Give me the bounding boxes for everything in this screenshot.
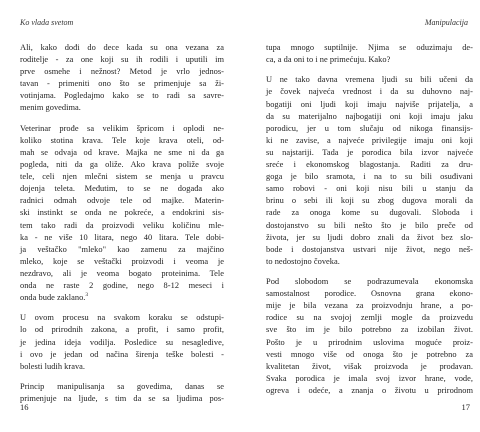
line-text: tupa mnogo suptilnije. Njima se oduzimaju de-: [266, 43, 473, 52]
text-line: [20, 66, 224, 78]
text-line: [20, 292, 224, 304]
text-line: [20, 324, 224, 336]
text-line: [266, 123, 473, 135]
text-line: [20, 220, 224, 232]
running-head-right: Manipulacija: [424, 18, 468, 27]
line-text: da su materijalno najbogatiji oni koji imaju jaku: [266, 111, 473, 121]
line-text: su najstariji. Tada je porodica bila izvor najveće: [266, 147, 473, 157]
text-line: [20, 381, 224, 393]
line-text: je jedina ideja vodilja. Posledice su nesagledive,: [20, 337, 224, 347]
text-line: [20, 183, 224, 195]
text-line: [266, 99, 473, 111]
running-head-left: Ko vlada svetom: [20, 18, 74, 27]
line-text: tele, celi njen mlečni sistem se menja u pravcu: [20, 172, 224, 182]
line-text: vesti mnogo više od onoga što je potrebno za: [266, 349, 473, 359]
paragraph: [266, 42, 473, 66]
text-line: [266, 300, 473, 312]
text-line: [266, 135, 473, 147]
text-line: [20, 171, 224, 183]
line-text: ogreva i odeće, a znanja o životu u prirodnom: [266, 385, 473, 395]
text-line: [20, 312, 224, 324]
text-line: [266, 324, 473, 336]
line-text: Pošto je u prirodnim uslovima moguće proiz-: [266, 337, 473, 347]
line-text: porodicu, jer u tom slučaju od nikoga finansijs-: [266, 123, 473, 133]
line-text: votinjama. Pogledajmo kako se to radi sa savre-: [20, 91, 224, 101]
line-text: koliko stotina krava. Tele koje krava oteli, od-: [20, 135, 224, 145]
text-line: [266, 74, 473, 86]
line-text: brinu o sebi ili koji su zbog dugova morali da: [266, 196, 473, 206]
text-line: [266, 195, 473, 207]
text-line: [20, 393, 224, 405]
line-text: je čovek najveća vrednost i da su duhovno naj-: [266, 87, 473, 97]
line-text: kvalitetan život, višak proizvoda je prodavan.: [266, 361, 473, 371]
line-text: rodice su na svojoj zemlji mogle da proizvedu: [266, 313, 473, 323]
line-text: rade za onoga kome su dugovali. Sloboda i: [266, 208, 473, 218]
text-line: [20, 337, 224, 349]
line-text: dojenja teleta. Međutim, to se ne događa ako: [20, 184, 224, 194]
line-text: roditelje - za one koji su ih rodili i uputili im: [20, 55, 224, 65]
text-line: [20, 42, 224, 54]
line-text: Ali, kako dođi do dece kada su ona vezana za: [20, 43, 224, 52]
line-text: goga je bilo sramota, i na to su bili osuđivani: [266, 172, 473, 182]
line-text: nezdravo, ali je veoma bogato proteinima. Tele: [20, 268, 224, 278]
line-text: primenjuje na ljude, s tim da se sa ljudima pos-: [20, 394, 224, 404]
text-line: [20, 361, 224, 373]
line-text: Svaka porodica je imala svoj izvor hrane, vode,: [266, 373, 473, 383]
line-text: U ovom procesu na svakom koraku se odstupi-: [20, 313, 224, 323]
text-line: [266, 373, 473, 385]
line-text: Princip manipulisanja sa govedima, danas se: [20, 382, 224, 391]
line-text: ja veštačko "mleko" kao zamenu za majčino: [20, 244, 224, 254]
text-line: [266, 288, 473, 300]
paragraph: [20, 123, 224, 304]
text-line: [266, 86, 473, 98]
text-line: [266, 361, 473, 373]
paragraph: [20, 312, 224, 372]
line-text: mah se odvaja od krave. Majka ne sme ni da ga: [20, 147, 224, 157]
line-text: lo od prirodnih zakona, a profit, i samo profit,: [20, 325, 224, 335]
line-text: pogleda, niti da ga oliže. Ako krava poliže svoje: [20, 160, 224, 170]
text-line: [20, 349, 224, 361]
line-text: i ovo je jedan od načina širenja teške bolesti -: [20, 349, 224, 359]
text-line: [266, 183, 473, 195]
line-text: ca, a da oni to i ne primećuju. Kako?: [266, 55, 391, 65]
text-line: [266, 220, 473, 232]
text-line: [20, 90, 224, 102]
text-line: [266, 54, 473, 66]
text-line: [20, 147, 224, 159]
text-line: [20, 102, 224, 114]
text-line: [266, 111, 473, 123]
page-number-left: 16: [20, 402, 29, 412]
text-line: [20, 232, 224, 244]
text-line: [266, 42, 473, 54]
text-line: [266, 207, 473, 219]
text-line: [20, 280, 224, 292]
paragraph: [266, 276, 473, 397]
text-line: [20, 123, 224, 135]
paragraph: [20, 42, 224, 115]
line-text: mije je bila vezana za proizvodnju hrane, a po-: [266, 301, 473, 311]
text-line: [20, 54, 224, 66]
text-line: [266, 159, 473, 171]
line-text: tavan - primeniti ono što se primenjuje sa ži-: [20, 79, 224, 89]
text-line: [20, 195, 224, 207]
text-line: [20, 207, 224, 219]
line-text: radnici odmah odvoje tele od majke. Materin-: [20, 196, 224, 206]
right-page-text: [266, 42, 473, 405]
text-line: [266, 385, 473, 397]
text-line: [20, 78, 224, 90]
line-text: dostojanstvo su bili nešto što je bilo preče od: [266, 220, 473, 230]
paragraph: [266, 74, 473, 268]
text-line: [266, 232, 473, 244]
footnote-marker: 3: [85, 292, 89, 299]
text-line: [20, 244, 224, 256]
text-line: [266, 312, 473, 324]
line-text: tem tako radi da proizvodi veliku količinu mle-: [20, 220, 224, 230]
line-text: sreće i ekonomskog blagostanja. Raditi za dru-: [266, 160, 473, 170]
line-text: ki ne zavise, a najveće privilegije imaju oni koji: [266, 135, 473, 145]
text-line: [20, 268, 224, 280]
text-line: [20, 159, 224, 171]
line-text: onda ne raste 2 godine, nego 8-12 meseci i: [20, 280, 224, 290]
left-page-text: [20, 42, 224, 413]
line-text: bode i dostojanstva ustvari nije život, nego neš-: [266, 244, 473, 254]
line-text: U ne tako davna vremena ljudi su bili učeni da: [266, 75, 473, 85]
line-text: ski instinkt se onda ne pokreće, a endokrini sis-: [20, 208, 224, 218]
text-line: [266, 244, 473, 256]
text-line: [266, 147, 473, 159]
text-line: [266, 337, 473, 349]
text-line: [266, 171, 473, 183]
right-page: [240, 0, 480, 432]
text-line: [266, 349, 473, 361]
text-line: [20, 135, 224, 147]
text-line: [266, 256, 473, 268]
page-number-right: 17: [461, 402, 470, 412]
line-text: bolesti ludih krava.: [20, 361, 86, 371]
line-text: menim govedima.: [20, 103, 81, 113]
line-text: života, jer su ljudi dobro znali da život bez slo-: [266, 232, 473, 242]
line-text: sve što im je bilo potrebno za izobilan život.: [266, 325, 473, 335]
line-text: mleko, koje se veštački proizvodi i veoma je: [20, 256, 224, 266]
text-line: [266, 276, 473, 288]
line-text: onda bude zaklano.: [20, 293, 86, 303]
line-text: samo robovi - oni koji nisu bili u stanju da: [266, 184, 473, 194]
line-text: bogatiji oni ljudi koji imaju najviše prijatelja, a: [266, 99, 473, 109]
paragraph: [20, 381, 224, 405]
text-line: [20, 256, 224, 268]
line-text: ka - ne više 10 litara, nego 40 litara. Tele dobi-: [20, 232, 224, 242]
line-text: to nedostojno čoveka.: [266, 256, 340, 266]
line-text: Veterinar prođe sa velikim špricom i oplodi ne-: [20, 123, 224, 133]
line-text: prve osmehe i nežnost? Metod je vrlo jednos-: [20, 67, 224, 77]
line-text: Pod slobodom se podrazumevala ekonomska: [266, 277, 473, 287]
line-text: samostalnost porodice. Osnovna grana ekono-: [266, 289, 473, 299]
